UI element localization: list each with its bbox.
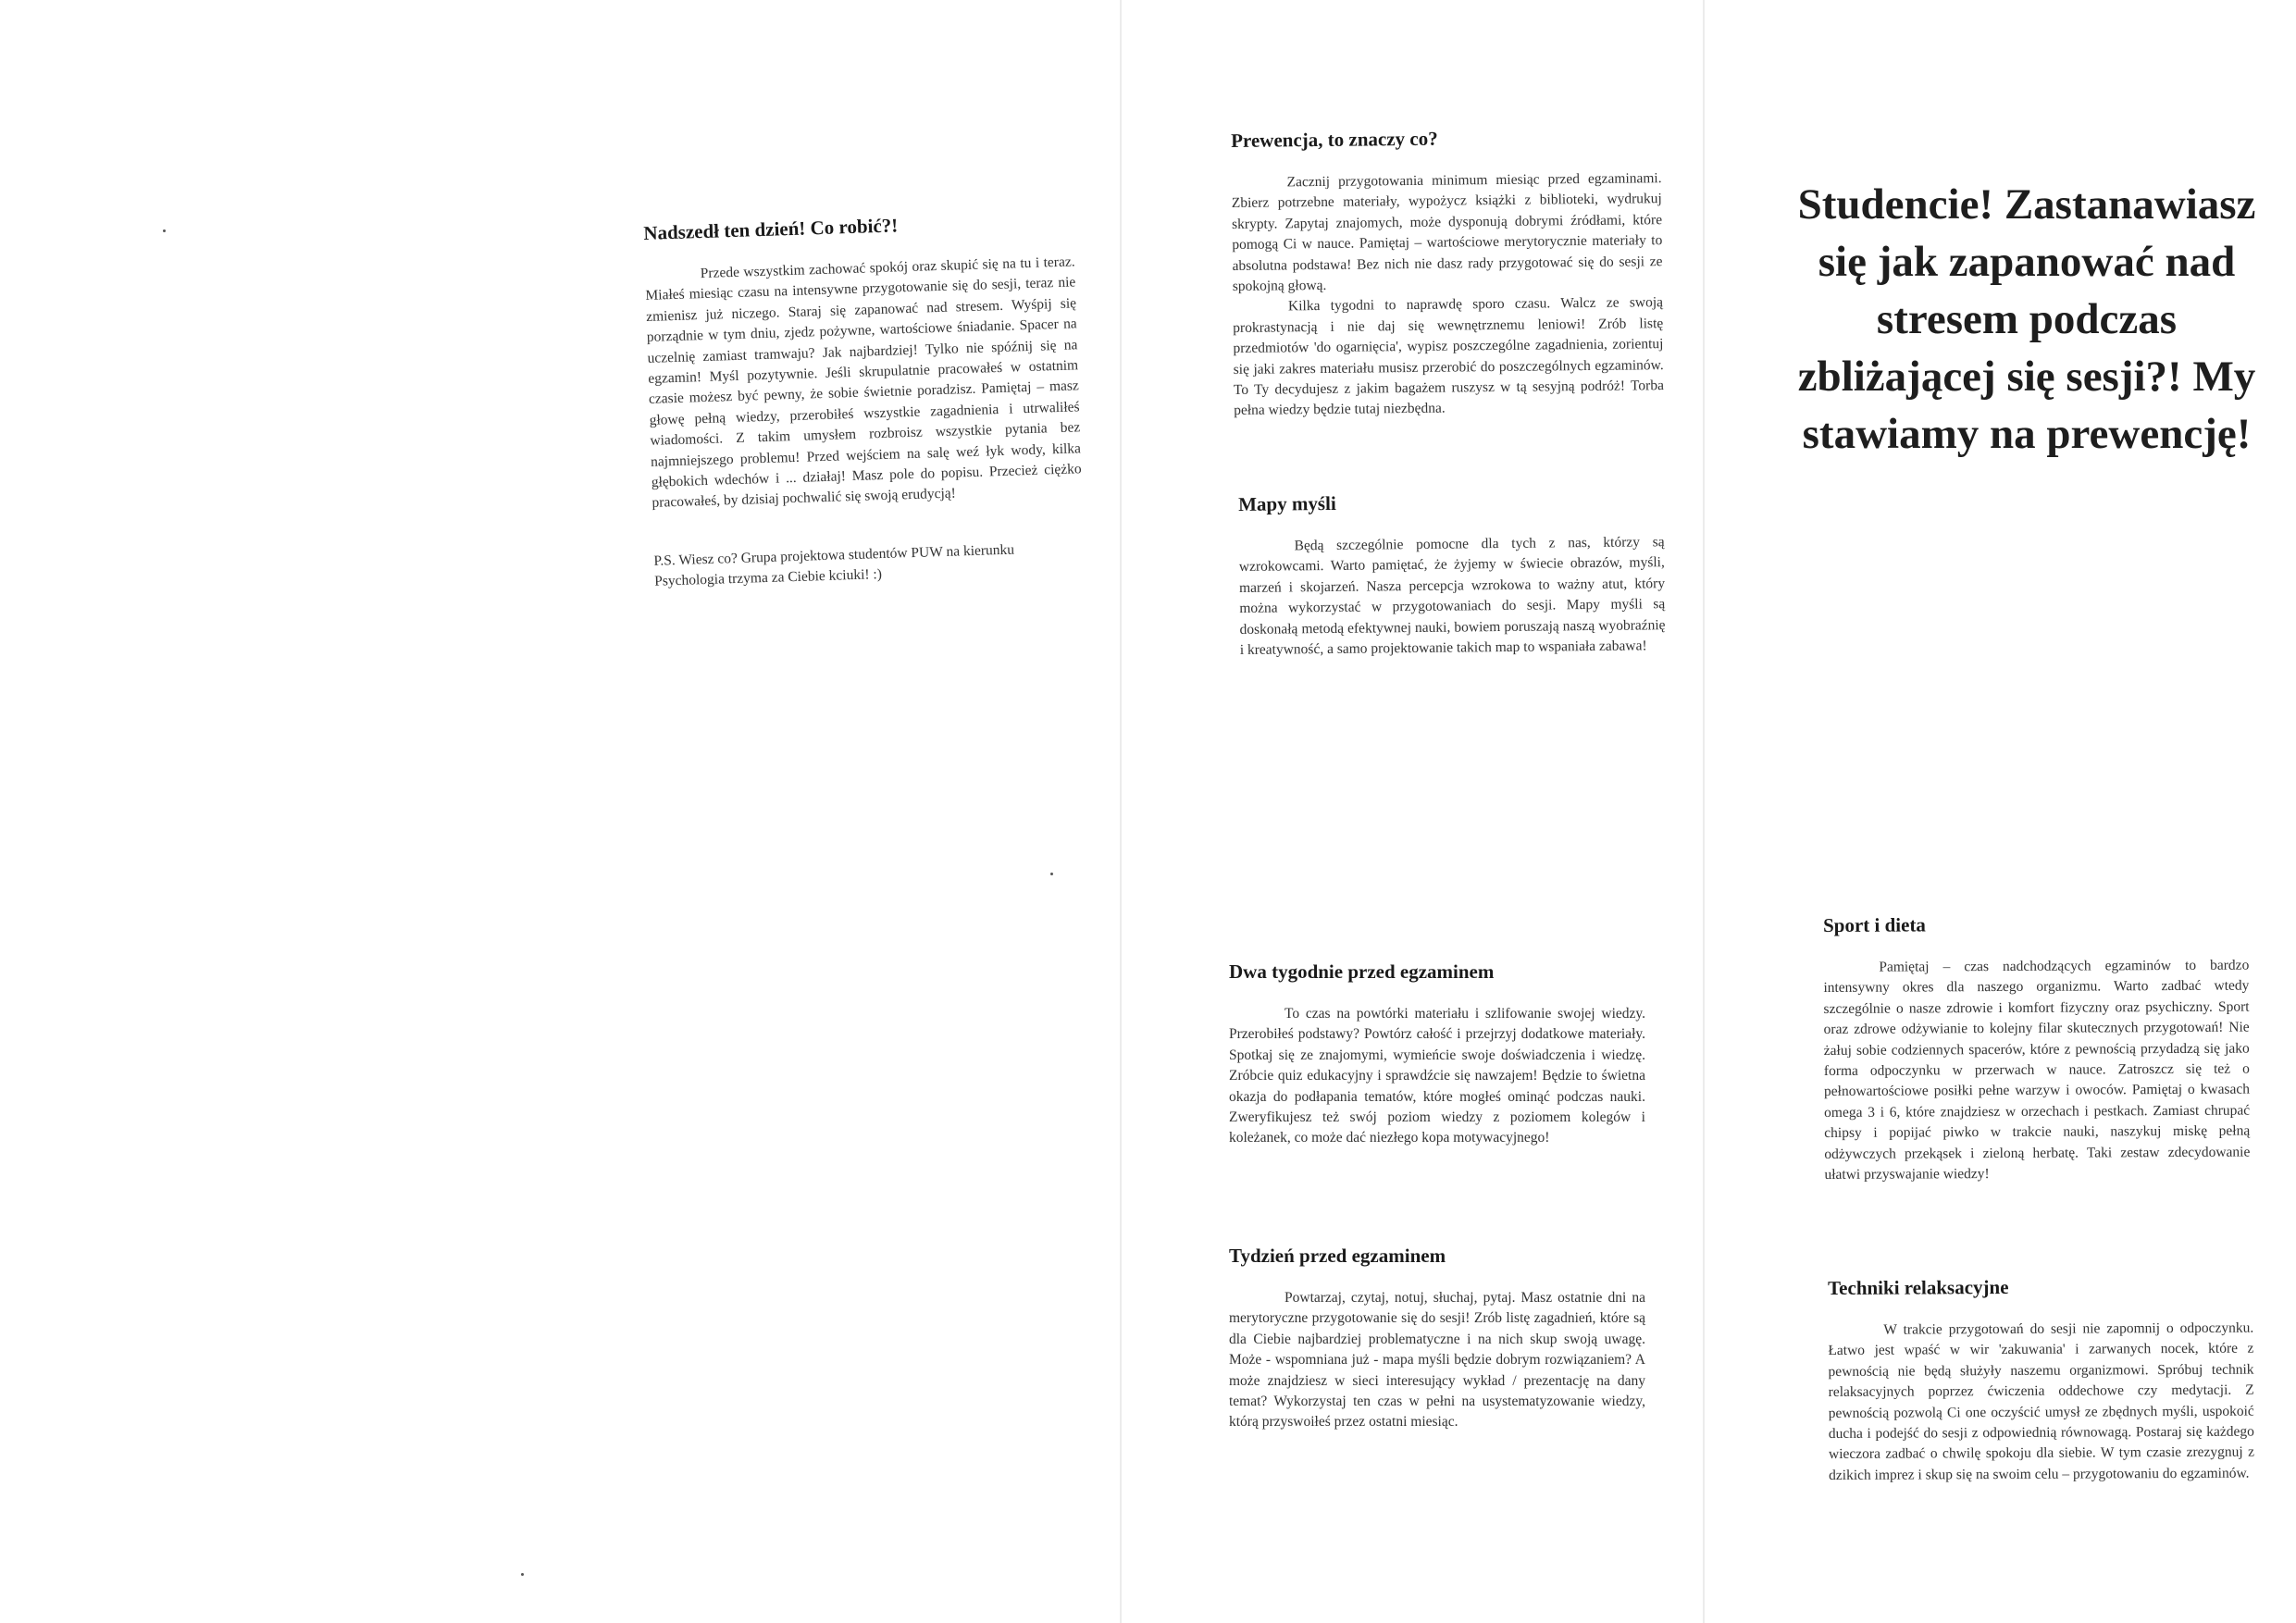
panel-mapy-mysli	[1238, 489, 1666, 661]
panel-prewencja	[1231, 125, 1664, 422]
heading-nadszedl: Nadszedł ten dzień! Co robić?!	[643, 214, 899, 244]
body-prewencja-1: Zacznij przygotowania minimum miesiąc przed egzaminami. Zbierz potrzebne materiały, wypożycz książki z biblioteki, wydrukuj skrypty. Zapytaj znajomych, może dysponują dobrymi źródłami, które pomogą Ci w nauce. Pamiętaj – wartościowe merytorycznie materiały to absolutna podstawa! Bez nich nie dasz rady przygotować się do sesji ze spokojną głową.	[1231, 170, 1663, 295]
body-techniki: W trakcie przygotowań do sesji nie zapomnij o odpoczynku. Łatwo jest wpaść w wir 'zakuwania' i zarwanych nocek, które z pewnością nie będą służyły naszemu organizmowi. Spróbuj technik relaksacyjnych poprzez ćwiczenia oddechowe czy medytacji. Z pewnością pozwolą Ci one oczyścić umysł ze zbędnych myśli, uspokoić ducha i podejść do sesji z odpowiednią równowagą. Postaraj się każdego wieczora zadbać o chwilę spokoju dla siebie. W tym czasie zrezygnuj z dzikich imprez i skup się na swoim celu – przygotowaniu do egzaminów.	[1828, 1319, 2255, 1483]
panel-tydzien	[1229, 1245, 1645, 1433]
heading-sport-dieta: Sport i dieta	[1823, 913, 1926, 936]
ps-note: P.S. Wiesz co? Grupa projektowa studentów PUW na kierunku Psychologia trzyma za Ciebie kciuki! :)	[653, 541, 1015, 590]
body-tydzien: Powtarzaj, czytaj, notuj, słuchaj, pytaj. Masz ostatnie dni na merytoryczne przygotowanie się do sesji! Zrób listę zagadnień, które są dla Ciebie najbardziej problematyczne i na nich skup swoją uwagę. Może - wspomniana już - mapa myśli będzie dobrym rozwiązaniem? A może znajdziesz w sieci interesujący wykład / prezentację na dany temat? Wykorzystaj ten czas w pełni na usystematyzowanie wiedzy, którą przyswoiłeś przez ostatni miesiąc.	[1229, 1290, 1645, 1431]
fold-line-right	[1703, 0, 1705, 1623]
panel-techniki	[1828, 1275, 2254, 1487]
heading-techniki: Techniki relaksacyjne	[1828, 1275, 2009, 1299]
body-sport-dieta: Pamiętaj – czas nadchodzących egzaminów to bardzo intensywny okres dla naszego organizmu. Warto zadbać wtedy szczególnie o nasze zdrowie i komfort fizyczny oraz psychiczny. Sport oraz zdrowe odżywianie to kolejny filar skutecznych przygotowań! Nie żałuj sobie codziennych spacerów, które z pewnością przydadzą się jako forma odpoczynku w przerwach w nauce. Zatroszcz się też o pełnowartościowe posiłki pełne warzyw i owoców. Pamiętaj o kwasach omega 3 i 6, które znajdziesz w orzechach i pestkach. Zamiast chrupać chipsy i popijać piwko w trakcie nauki, naszykuj miskę pełną odżywczych przekąsek i zieloną herbatę. Taki zestaw zdecydowanie ułatwi przyswajanie wiedzy!	[1823, 957, 2251, 1183]
panel-dwa-tygodnie	[1229, 960, 1645, 1149]
panel-nadszedl	[643, 208, 1085, 592]
body-nadszedl: Przede wszystkim zachować spokój oraz skupić się na tu i teraz. Miałeś miesiąc czasu na intensywne przygotowanie się do sesji, teraz nie zmienisz już niczego. Staraj się zapanować nad stresem. Wyśpij się porządnie w tym dniu, zjedz pożywne, wartościowe śniadanie. Spacer na uczelnię zamiast tramwaju? Jak najbardziej! Tylko nie spóźnij się na egzamin! Myśl pozytywnie. Jeśli skrupulatnie pracowałeś w ostatnim czasie możesz być pewny, że sobie świetnie poradzisz. Pamiętaj – masz głowę pełną wiedzy, przerobiłeś wszystkie zagadnienia i utrwaliłeś wiadomości. Z takim umysłem rozbroisz wszystkie pytania bez najmniejszego problemu! Przed wejściem na salę weź łyk wody, kilka głębokich wdechów i ... działaj! Masz pole do popisu. Przecież ciężko pracowałeś, by dzisiaj pochwalić się swoją erudycją!	[645, 254, 1082, 512]
body-dwa-tygodnie: To czas na powtórki materiału i szlifowanie swojej wiedzy. Przerobiłeś podstawy? Powtórz całość i przejrzyj dodatkowe materiały. Spotkaj się ze znajomymi, wymieńcie swoje doświadczenia i wiedzę. Zróbcie quiz edukacyjny i sprawdźcie się nawzajem! Będzie to świetna okazja do podłapania tematów, które mogłeś ominąć podczas nauki. Zweryfikujesz też swój poziom wiedzy z poziomem kolegów i koleżanek, co może dać niezłego kopa motywacyjnego!	[1229, 1006, 1645, 1146]
heading-prewencja: Prewencja, to znaczy co?	[1231, 127, 1438, 152]
body-mapy-mysli: Będą szczególnie pomocne dla tych z nas, którzy są wzrokowcami. Warto pamiętać, że żyjemy w świecie obrazów, myśli, marzeń i skojarzeń. Nasza percepcja wzrokowa to ważny atut, który można wykorzystać w przygotowaniach do sesji. Mapy myśli są doskonałą metodą efektywnej nauki, bowiem poruszają naszą wyobraźnię i kreatywność, a samo projektowanie takich map to wspaniała zabawa!	[1238, 534, 1666, 659]
heading-dwa-tygodnie: Dwa tygodnie przed egzaminem	[1229, 960, 1495, 983]
panel-sport-dieta	[1823, 912, 2251, 1186]
heading-tydzien: Tydzień przed egzaminem	[1229, 1245, 1446, 1267]
heading-mapy-mysli: Mapy myśli	[1238, 491, 1336, 515]
cover-title: Studencie! Zastanawiasz się jak zapanować nad stresem podczas zbliżającej się sesji?! My stawiamy na prewencję!	[1797, 180, 2256, 458]
scan-speck	[163, 229, 166, 232]
fold-line-left	[1120, 0, 1122, 1623]
scan-speck	[1050, 873, 1053, 875]
scan-speck	[521, 1573, 524, 1576]
body-prewencja-2: Kilka tygodni to naprawdę sporo czasu. Walcz ze swoją prokrastynacją i nie daj się wewnętrznemu leniowi! Zrób listę przedmiotów 'do ogarnięcia', wypisz poszczególne zagadnienia, zorientuj się jaki zakres materiału musisz przerobić do poszczególnych egzaminów. To Ty decydujesz z jakim bagażem ruszysz w tą sesyjną podróż! Torba pełna wiedzy będzie tutaj niezbędna.	[1233, 294, 1665, 419]
